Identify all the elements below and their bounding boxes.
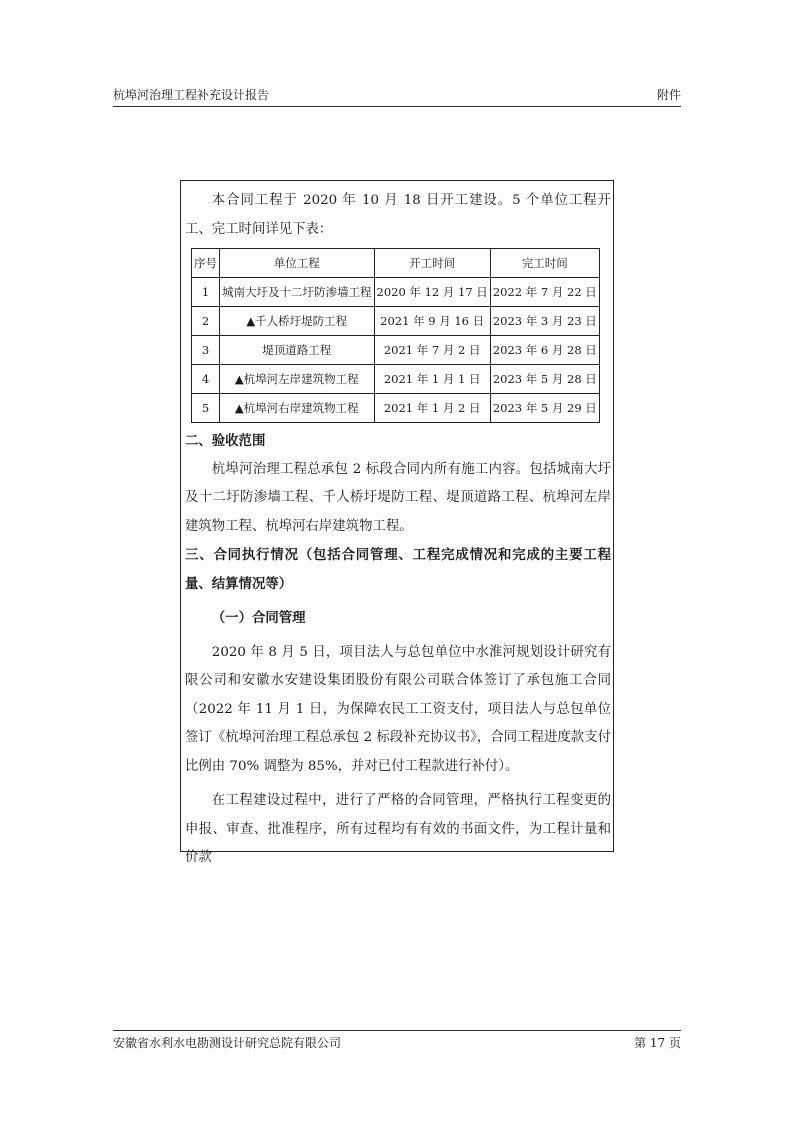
col-header-start: 开工时间 (374, 249, 490, 278)
header-title: 杭埠河治理工程补充设计报告 (113, 88, 270, 102)
page-number: 第 17 页 (634, 1036, 681, 1050)
subsection-1-heading: （一）合同管理 (211, 610, 306, 626)
cell-end: 2023 年 5 月 29 日 (490, 394, 599, 423)
cell-unit: 堤顶道路工程 (220, 336, 375, 365)
cell-start: 2021 年 9 月 16 日 (374, 307, 490, 336)
cell-unit: ▲杭埠河左岸建筑物工程 (220, 365, 375, 394)
table-row (192, 307, 600, 336)
cell-unit: ▲千人桥圩堤防工程 (220, 307, 375, 336)
page-footer (113, 1034, 681, 1052)
cell-start: 2021 年 1 月 2 日 (374, 394, 490, 423)
section-3-heading: 三、合同执行情况（包括合同管理、工程完成情况和完成的主要工程量、结算情况等） (185, 547, 611, 592)
cell-unit: 城南大圩及十二圩防渗墙工程 (220, 278, 375, 307)
cell-start: 2020 年 12 月 17 日 (374, 278, 490, 307)
cell-index: 4 (192, 365, 220, 394)
cell-index: 5 (192, 394, 220, 423)
cell-start: 2021 年 1 月 1 日 (374, 365, 490, 394)
cell-index: 1 (192, 278, 220, 307)
section-2-heading: 二、验收范围 (185, 433, 266, 449)
cell-end: 2022 年 7 月 22 日 (490, 278, 599, 307)
cell-unit: ▲杭埠河右岸建筑物工程 (220, 394, 375, 423)
table-row (192, 336, 600, 365)
section-2-body: 杭埠河治理工程总承包 2 标段合同内所有施工内容。包括城南大圩及十二圩防渗墙工程、千人桥圩堤防工程、堤顶道路工程、杭埠河左岸建筑物工程、杭埠河右岸建筑物工程。 (185, 461, 611, 534)
cell-end: 2023 年 5 月 28 日 (490, 365, 599, 394)
header-rule (113, 106, 681, 107)
table-row (192, 278, 600, 307)
cell-end: 2023 年 6 月 28 日 (490, 336, 599, 365)
schedule-table (191, 248, 600, 423)
footer-company: 安徽省水利水电勘测设计研究总院有限公司 (113, 1036, 342, 1050)
cell-index: 2 (192, 307, 220, 336)
header-annex-label: 附件 (656, 88, 681, 102)
cell-start: 2021 年 7 月 2 日 (374, 336, 490, 365)
table-header-row (192, 249, 600, 278)
col-header-end: 完工时间 (490, 249, 599, 278)
contract-paragraph-1: 2020 年 8 月 5 日，项目法人与总包单位中水淮河规划设计研究有限公司和安徽水安建设集团股份有限公司联合体签订了承包施工合同（2022 年 11 月 1 日，为保障农民工工资支付，项目法人与总包单位签订《杭埠河治理工程总承包 2 标段补充协议书》，合同工程进度款支付比例由 70% 调整为 85%，并对已付工程款进行补付）。 (185, 644, 611, 774)
table-row (192, 394, 600, 423)
page-header (113, 86, 681, 104)
col-header-index: 序号 (192, 249, 220, 278)
cell-index: 3 (192, 336, 220, 365)
footer-rule (113, 1030, 681, 1031)
intro-paragraph: 本合同工程于 2020 年 10 月 18 日开工建设。5 个单位工程开工、完工时间详见下表： (185, 193, 611, 237)
col-header-unit: 单位工程 (220, 249, 375, 278)
content-frame (180, 180, 614, 865)
table-row (192, 365, 600, 394)
contract-paragraph-2: 在工程建设过程中，进行了严格的合同管理，严格执行工程变更的申报、审查、批准程序，所有过程均有有效的书面文件，为工程计量和价款 (185, 793, 611, 865)
cell-end: 2023 年 3 月 23 日 (490, 307, 599, 336)
